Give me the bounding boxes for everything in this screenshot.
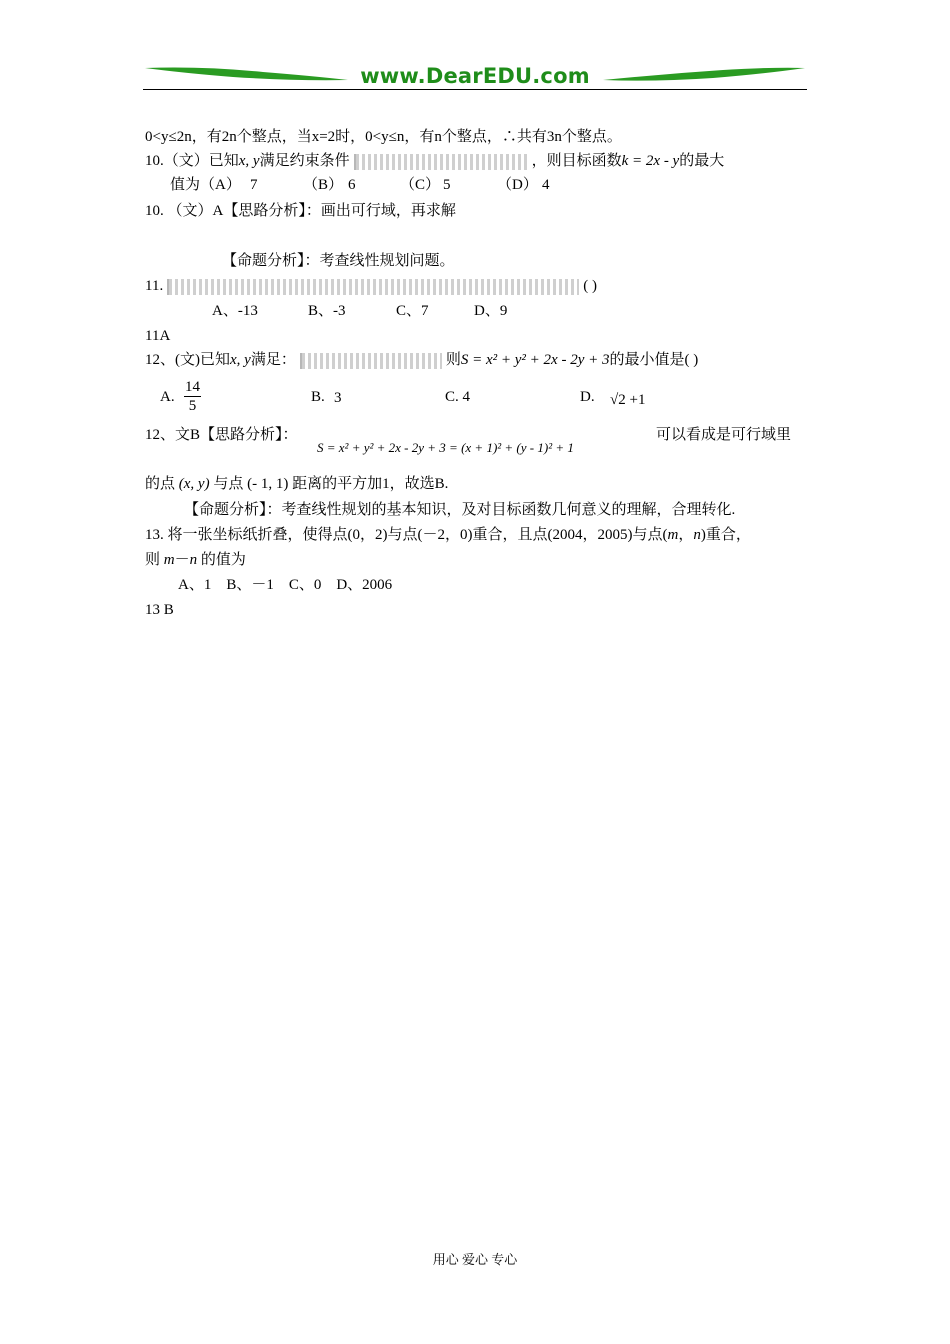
text-segment: ， [678,527,694,543]
answer-12-text: 可以看成是可行域里 [656,427,792,443]
answer-12-formula: S = x² + y² + 2x - 2y + 3 = (x + 1)² + (y - 1)² + 1 [317,440,574,455]
math-variables: x, y [238,153,260,169]
text-segment: 则 [445,352,461,368]
header-banner [143,62,807,92]
option-b-label: （B） [303,177,344,193]
text-segment: 满足： [250,352,296,368]
text-segment: 12、(文)已知 [145,352,230,368]
constraint-system-image [300,353,442,369]
fraction-numerator: 14 [185,379,200,395]
option-b-label: B. [311,389,325,405]
option-b-value: 6 [348,177,356,193]
text-segment: 则 [145,552,164,568]
text-segment: )重合， [700,527,751,543]
question-11 [145,276,597,296]
option-d-value: √2 +1 [610,392,646,408]
text-segment: 与点 [213,476,244,492]
option-a: A、-13 [212,303,258,319]
text-segment: ( ) [583,278,597,294]
option-c-label: （C） [400,177,441,193]
text-segment: 13. 将一张坐标纸折叠，使得点(0，2)与点(－2，0)重合，且点(2004，2005)与点( [145,527,668,543]
answer-12-continued [145,474,448,494]
answer-11: 11A [145,328,171,344]
variable-n: n [189,552,198,568]
option-c-value: 5 [443,177,451,193]
site-url: www.DearEDU.com [360,64,590,88]
text-segment: 的值为 [197,552,246,568]
point-value: (- 1, 1) [247,476,289,492]
page-footer: 用心 爱心 专心 [432,1252,518,1267]
option-d-value: 4 [542,177,550,193]
question-11-image [167,279,579,295]
variable-n: n [693,527,701,543]
text-segment: 10.（文）已知 [145,153,239,169]
question-13 [145,525,751,545]
option-a-label: A. [160,389,175,405]
option-a-value: 7 [250,177,258,193]
option-d: D、9 [474,303,508,319]
variable-m: m [163,552,175,568]
answer-12-label: 12、文B【思路分析】： [145,427,298,443]
option-c: C、7 [396,303,429,319]
option-a-fraction [184,378,201,415]
answer-13: 13 B [145,602,174,618]
objective-function: k = 2x - y [621,153,680,169]
question-10-options [170,175,730,195]
question-12-options [160,378,680,424]
text-segment: 的最大 [679,153,725,169]
text-segment: 满足约束条件 [259,153,350,169]
analysis-12: 【命题分析】：考查线性规划的基本知识，及对目标函数几何意义的理解，合理转化. [184,502,736,518]
option-b: B、-3 [308,303,346,319]
option-d-label: （D） [497,177,538,193]
math-variables: x, y [230,352,251,368]
fraction-denominator: 5 [188,398,197,414]
option-c: C. 4 [445,389,471,405]
option-b-value: 3 [334,390,342,406]
text-segment: 11. [145,278,164,294]
constraint-system-image [354,154,528,170]
text-line: 0<y≤2n，有2n个整点，当x=2时，0<y≤n，有n个整点，∴共有3n个整点。 [145,129,622,145]
question-10 [145,151,724,171]
question-12 [145,350,698,370]
text-segment: － [174,552,190,568]
text-segment: 的点 [145,476,176,492]
question-13-options: A、1 B、－1 C、0 D、2006 [178,577,393,593]
point-xy: (x, y) [178,476,210,492]
option-a-label: 值为（A） [170,177,241,193]
analysis-10: 【命题分析】：考查线性规划问题。 [222,253,455,269]
header-rule [143,89,807,90]
objective-expression: S = x² + y² + 2x - 2y + 3 [460,352,610,368]
text-segment: ，则目标函数 [531,153,622,169]
text-segment: 距离的平方加1，故选B. [292,476,449,492]
variable-m: m [667,527,679,543]
option-d-label: D. [580,389,595,405]
text-segment: 的最小值是( ) [609,352,699,368]
question-11-options [212,301,612,321]
question-13-continued [145,550,246,570]
answer-10: 10. （文）A【思路分析】：画出可行域，再求解 [145,203,456,219]
